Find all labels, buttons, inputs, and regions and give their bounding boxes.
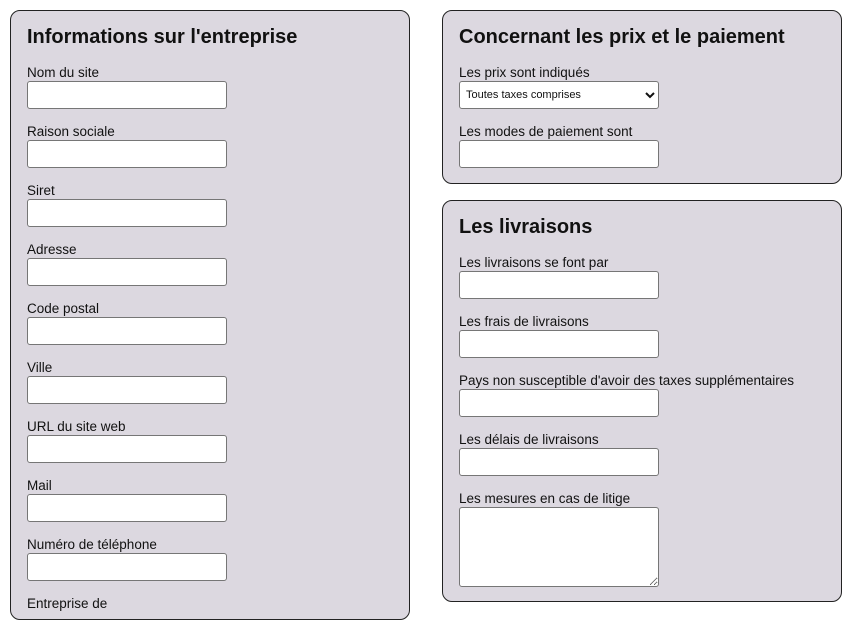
siret-label: Siret: [27, 183, 55, 198]
delivery-delays-input[interactable]: [459, 448, 659, 476]
mail-label: Mail: [27, 478, 52, 493]
website-url-label: URL du site web: [27, 419, 126, 434]
website-url-input[interactable]: [27, 435, 227, 463]
company-name-label: Raison sociale: [27, 124, 115, 139]
payment-methods-input[interactable]: [459, 140, 659, 168]
delivery-method-label: Les livraisons se font par: [459, 255, 609, 270]
city-input[interactable]: [27, 376, 227, 404]
phone-input[interactable]: [27, 553, 227, 581]
delivery-method-input[interactable]: [459, 271, 659, 299]
postal-code-input[interactable]: [27, 317, 227, 345]
delivery-panel: [442, 200, 842, 602]
site-name-input[interactable]: [27, 81, 227, 109]
delivery-title: Les livraisons: [459, 216, 593, 238]
prices-payment-title: Concernant les prix et le paiement: [459, 26, 785, 48]
mail-input[interactable]: [27, 494, 227, 522]
delivery-delays-label: Les délais de livraisons: [459, 432, 599, 447]
address-label: Adresse: [27, 242, 77, 257]
dispute-measures-textarea[interactable]: [459, 507, 659, 587]
city-label: Ville: [27, 360, 53, 375]
prices-payment-panel: [442, 10, 842, 184]
company-info-panel: [10, 10, 410, 620]
delivery-fees-input[interactable]: [459, 330, 659, 358]
company-info-title: Informations sur l'entreprise: [27, 26, 298, 48]
siret-input[interactable]: [27, 199, 227, 227]
payment-methods-label: Les modes de paiement sont: [459, 124, 633, 139]
postal-code-label: Code postal: [27, 301, 100, 316]
tax-exempt-countries-input[interactable]: [459, 389, 659, 417]
company-type-label: Entreprise de: [27, 596, 108, 611]
delivery-fees-label: Les frais de livraisons: [459, 314, 589, 329]
company-name-input[interactable]: [27, 140, 227, 168]
tax-exempt-countries-label: Pays non susceptible d'avoir des taxes supplémentaires: [459, 373, 795, 388]
address-input[interactable]: [27, 258, 227, 286]
price-display-select[interactable]: [459, 81, 659, 109]
price-display-label: Les prix sont indiqués: [459, 65, 590, 80]
dispute-measures-label: Les mesures en cas de litige: [459, 491, 631, 506]
site-name-label: Nom du site: [27, 65, 100, 80]
phone-label: Numéro de téléphone: [27, 537, 157, 552]
